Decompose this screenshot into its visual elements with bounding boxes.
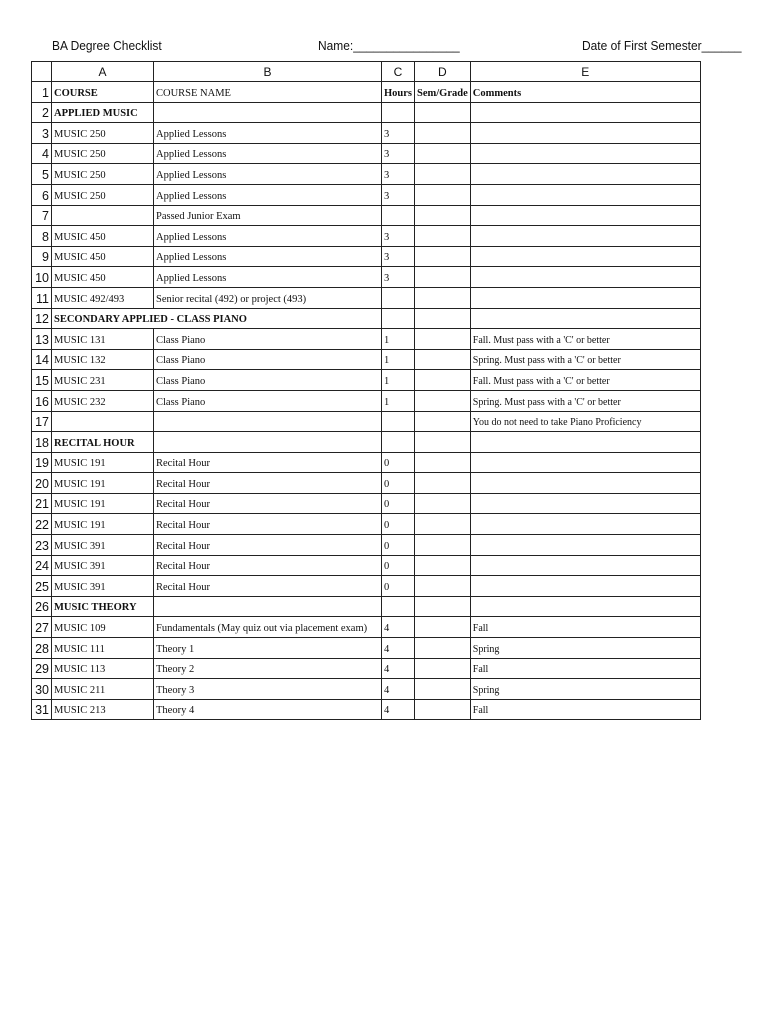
sem-grade-cell xyxy=(415,679,471,700)
hours-cell: 4 xyxy=(382,679,415,700)
first-semester-date-label: Date of First Semester______ xyxy=(582,38,742,53)
sem-grade-cell xyxy=(415,514,471,535)
course-cell: MUSIC 131 xyxy=(52,329,154,350)
hours-cell: 3 xyxy=(382,246,415,267)
course-cell: MUSIC 213 xyxy=(52,699,154,720)
comments-cell xyxy=(470,164,700,185)
course-name-cell: Recital Hour xyxy=(154,493,382,514)
row-number: 2 xyxy=(32,102,52,123)
table-row xyxy=(32,246,701,267)
sem-grade-cell xyxy=(415,308,471,329)
course-name-cell: Theory 4 xyxy=(154,699,382,720)
hours-cell: 1 xyxy=(382,329,415,350)
row-number: 27 xyxy=(32,617,52,638)
course-cell: MUSIC 109 xyxy=(52,617,154,638)
comments-cell xyxy=(470,205,700,226)
course-cell: COURSE xyxy=(52,82,154,103)
row-number: 25 xyxy=(32,576,52,597)
course-cell: MUSIC 211 xyxy=(52,679,154,700)
table-row xyxy=(32,638,701,659)
course-cell: MUSIC 450 xyxy=(52,267,154,288)
hours-cell: 3 xyxy=(382,123,415,144)
comments-cell xyxy=(470,308,700,329)
table-row xyxy=(32,390,701,411)
comments-cell xyxy=(470,555,700,576)
table-row xyxy=(32,679,701,700)
course-cell: MUSIC 250 xyxy=(52,123,154,144)
sem-grade-cell xyxy=(415,123,471,144)
sem-grade-cell xyxy=(415,699,471,720)
row-number: 5 xyxy=(32,164,52,185)
row-number: 19 xyxy=(32,452,52,473)
comments-cell xyxy=(470,267,700,288)
course-name-cell: Recital Hour xyxy=(154,473,382,494)
course-cell xyxy=(52,411,154,432)
name-field-label: Name:________________ xyxy=(318,38,460,53)
comments-cell xyxy=(470,246,700,267)
table-row xyxy=(32,226,701,247)
table-row xyxy=(32,514,701,535)
course-name-cell: COURSE NAME xyxy=(154,82,382,103)
comments-cell: You do not need to take Piano Proficiency xyxy=(470,411,700,432)
hours-cell: 3 xyxy=(382,143,415,164)
table-row xyxy=(32,596,701,617)
table-row xyxy=(32,184,701,205)
comments-cell xyxy=(470,576,700,597)
row-number: 8 xyxy=(32,226,52,247)
table-row xyxy=(32,493,701,514)
hours-cell xyxy=(382,411,415,432)
sem-grade-cell xyxy=(415,452,471,473)
course-cell: MUSIC 391 xyxy=(52,576,154,597)
comments-cell xyxy=(470,287,700,308)
column-header-b: B xyxy=(154,62,382,82)
column-header-d: D xyxy=(415,62,471,82)
table-row xyxy=(32,370,701,391)
hours-cell xyxy=(382,596,415,617)
comments-cell xyxy=(470,535,700,556)
sem-grade-cell xyxy=(415,349,471,370)
row-number: 9 xyxy=(32,246,52,267)
table-row xyxy=(32,164,701,185)
course-name-cell xyxy=(154,432,382,453)
comments-cell: Spring. Must pass with a 'C' or better xyxy=(470,390,700,411)
sem-grade-cell xyxy=(415,596,471,617)
row-number: 18 xyxy=(32,432,52,453)
comments-cell xyxy=(470,102,700,123)
hours-cell: Hours xyxy=(382,82,415,103)
table-row xyxy=(32,143,701,164)
course-name-cell xyxy=(154,596,382,617)
sem-grade-cell: Sem/Grade xyxy=(415,82,471,103)
degree-checklist-table xyxy=(31,61,701,720)
table-row xyxy=(32,432,701,453)
table-row xyxy=(32,473,701,494)
course-cell: MUSIC THEORY xyxy=(52,596,154,617)
table-row xyxy=(32,699,701,720)
sem-grade-cell xyxy=(415,617,471,638)
comments-cell xyxy=(470,596,700,617)
corner-cell xyxy=(32,62,52,82)
table-row xyxy=(32,658,701,679)
course-name-cell: Theory 1 xyxy=(154,638,382,659)
hours-cell xyxy=(382,287,415,308)
sem-grade-cell xyxy=(415,658,471,679)
hours-cell xyxy=(382,205,415,226)
sem-grade-cell xyxy=(415,370,471,391)
sem-grade-cell xyxy=(415,164,471,185)
row-number: 22 xyxy=(32,514,52,535)
course-name-cell xyxy=(154,102,382,123)
course-name-cell: Recital Hour xyxy=(154,576,382,597)
hours-cell: 0 xyxy=(382,576,415,597)
row-number: 21 xyxy=(32,493,52,514)
comments-cell: Fall xyxy=(470,658,700,679)
row-number: 13 xyxy=(32,329,52,350)
course-cell: MUSIC 191 xyxy=(52,452,154,473)
hours-cell: 0 xyxy=(382,452,415,473)
course-cell: MUSIC 391 xyxy=(52,555,154,576)
course-name-cell: Applied Lessons xyxy=(154,123,382,144)
comments-cell xyxy=(470,184,700,205)
row-number: 15 xyxy=(32,370,52,391)
course-cell xyxy=(52,205,154,226)
course-cell: MUSIC 231 xyxy=(52,370,154,391)
hours-cell: 0 xyxy=(382,555,415,576)
hours-cell xyxy=(382,102,415,123)
hours-cell xyxy=(382,432,415,453)
hours-cell: 3 xyxy=(382,164,415,185)
hours-cell: 4 xyxy=(382,658,415,679)
table-row xyxy=(32,349,701,370)
course-cell: MUSIC 250 xyxy=(52,184,154,205)
row-number: 1 xyxy=(32,82,52,103)
comments-cell: Spring xyxy=(470,638,700,659)
sem-grade-cell xyxy=(415,184,471,205)
sem-grade-cell xyxy=(415,143,471,164)
hours-cell: 4 xyxy=(382,699,415,720)
sem-grade-cell xyxy=(415,473,471,494)
sem-grade-cell xyxy=(415,205,471,226)
sem-grade-cell xyxy=(415,246,471,267)
row-number: 11 xyxy=(32,287,52,308)
hours-cell: 0 xyxy=(382,535,415,556)
course-cell: MUSIC 250 xyxy=(52,164,154,185)
hours-cell: 3 xyxy=(382,267,415,288)
course-name-cell xyxy=(154,411,382,432)
course-name-cell: Theory 3 xyxy=(154,679,382,700)
row-number: 28 xyxy=(32,638,52,659)
row-number: 6 xyxy=(32,184,52,205)
hours-cell: 0 xyxy=(382,493,415,514)
course-name-cell: Theory 2 xyxy=(154,658,382,679)
sem-grade-cell xyxy=(415,411,471,432)
row-number: 12 xyxy=(32,308,52,329)
course-cell: MUSIC 450 xyxy=(52,226,154,247)
table-row xyxy=(32,576,701,597)
table-row xyxy=(32,329,701,350)
course-name-cell: Class Piano xyxy=(154,349,382,370)
row-number: 23 xyxy=(32,535,52,556)
comments-cell xyxy=(470,493,700,514)
sem-grade-cell xyxy=(415,432,471,453)
course-name-cell: Applied Lessons xyxy=(154,164,382,185)
table-row xyxy=(32,267,701,288)
comments-cell: Spring xyxy=(470,679,700,700)
column-header-e: E xyxy=(470,62,700,82)
table-row xyxy=(32,617,701,638)
course-name-cell: Recital Hour xyxy=(154,555,382,576)
course-cell: MUSIC 492/493 xyxy=(52,287,154,308)
sem-grade-cell xyxy=(415,390,471,411)
table-row xyxy=(32,102,701,123)
course-name-cell: Passed Junior Exam xyxy=(154,205,382,226)
course-name-cell: Applied Lessons xyxy=(154,267,382,288)
course-cell: MUSIC 232 xyxy=(52,390,154,411)
hours-cell: 0 xyxy=(382,514,415,535)
row-number: 7 xyxy=(32,205,52,226)
row-number: 24 xyxy=(32,555,52,576)
column-header-row xyxy=(32,62,701,82)
sem-grade-cell xyxy=(415,287,471,308)
course-cell: MUSIC 191 xyxy=(52,514,154,535)
course-cell: MUSIC 111 xyxy=(52,638,154,659)
course-cell: SECONDARY APPLIED - CLASS PIANO xyxy=(52,308,382,329)
course-cell: RECITAL HOUR xyxy=(52,432,154,453)
hours-cell: 4 xyxy=(382,617,415,638)
row-number: 16 xyxy=(32,390,52,411)
table-row xyxy=(32,535,701,556)
course-cell: MUSIC 250 xyxy=(52,143,154,164)
course-cell: MUSIC 450 xyxy=(52,246,154,267)
table-row xyxy=(32,308,701,329)
course-name-cell: Applied Lessons xyxy=(154,226,382,247)
table-row xyxy=(32,411,701,432)
row-number: 10 xyxy=(32,267,52,288)
table-row xyxy=(32,123,701,144)
row-number: 17 xyxy=(32,411,52,432)
hours-cell: 1 xyxy=(382,390,415,411)
comments-cell xyxy=(470,226,700,247)
comments-cell xyxy=(470,452,700,473)
comments-cell xyxy=(470,123,700,144)
course-cell: APPLIED MUSIC xyxy=(52,102,154,123)
comments-cell xyxy=(470,514,700,535)
row-number: 4 xyxy=(32,143,52,164)
table-row xyxy=(32,452,701,473)
sem-grade-cell xyxy=(415,493,471,514)
course-name-cell: Fundamentals (May quiz out via placement exam) xyxy=(154,617,382,638)
course-name-cell: Applied Lessons xyxy=(154,184,382,205)
document-title: BA Degree Checklist xyxy=(52,38,162,53)
row-number: 20 xyxy=(32,473,52,494)
hours-cell: 0 xyxy=(382,473,415,494)
course-name-cell: Recital Hour xyxy=(154,452,382,473)
sem-grade-cell xyxy=(415,226,471,247)
course-name-cell: Class Piano xyxy=(154,329,382,350)
course-name-cell: Recital Hour xyxy=(154,514,382,535)
comments-cell: Comments xyxy=(470,82,700,103)
comments-cell xyxy=(470,473,700,494)
comments-cell: Fall. Must pass with a 'C' or better xyxy=(470,329,700,350)
course-name-cell: Senior recital (492) or project (493) xyxy=(154,287,382,308)
sem-grade-cell xyxy=(415,535,471,556)
course-cell: MUSIC 132 xyxy=(52,349,154,370)
course-name-cell: Recital Hour xyxy=(154,535,382,556)
comments-cell xyxy=(470,143,700,164)
hours-cell: 3 xyxy=(382,226,415,247)
row-number: 29 xyxy=(32,658,52,679)
table-row xyxy=(32,82,701,103)
hours-cell xyxy=(382,308,415,329)
course-name-cell: Applied Lessons xyxy=(154,143,382,164)
course-name-cell: Class Piano xyxy=(154,370,382,391)
table-row xyxy=(32,205,701,226)
course-name-cell: Class Piano xyxy=(154,390,382,411)
comments-cell: Fall xyxy=(470,699,700,720)
row-number: 26 xyxy=(32,596,52,617)
comments-cell: Fall. Must pass with a 'C' or better xyxy=(470,370,700,391)
sem-grade-cell xyxy=(415,555,471,576)
column-header-c: C xyxy=(382,62,415,82)
column-header-a: A xyxy=(52,62,154,82)
comments-cell: Spring. Must pass with a 'C' or better xyxy=(470,349,700,370)
row-number: 30 xyxy=(32,679,52,700)
row-number: 31 xyxy=(32,699,52,720)
sem-grade-cell xyxy=(415,267,471,288)
course-cell: MUSIC 391 xyxy=(52,535,154,556)
table-row xyxy=(32,287,701,308)
hours-cell: 4 xyxy=(382,638,415,659)
row-number: 3 xyxy=(32,123,52,144)
sem-grade-cell xyxy=(415,329,471,350)
row-number: 14 xyxy=(32,349,52,370)
hours-cell: 1 xyxy=(382,370,415,391)
sem-grade-cell xyxy=(415,102,471,123)
hours-cell: 1 xyxy=(382,349,415,370)
course-cell: MUSIC 191 xyxy=(52,473,154,494)
sem-grade-cell xyxy=(415,638,471,659)
comments-cell: Fall xyxy=(470,617,700,638)
course-cell: MUSIC 113 xyxy=(52,658,154,679)
comments-cell xyxy=(470,432,700,453)
sem-grade-cell xyxy=(415,576,471,597)
table-row xyxy=(32,555,701,576)
hours-cell: 3 xyxy=(382,184,415,205)
course-name-cell: Applied Lessons xyxy=(154,246,382,267)
course-cell: MUSIC 191 xyxy=(52,493,154,514)
